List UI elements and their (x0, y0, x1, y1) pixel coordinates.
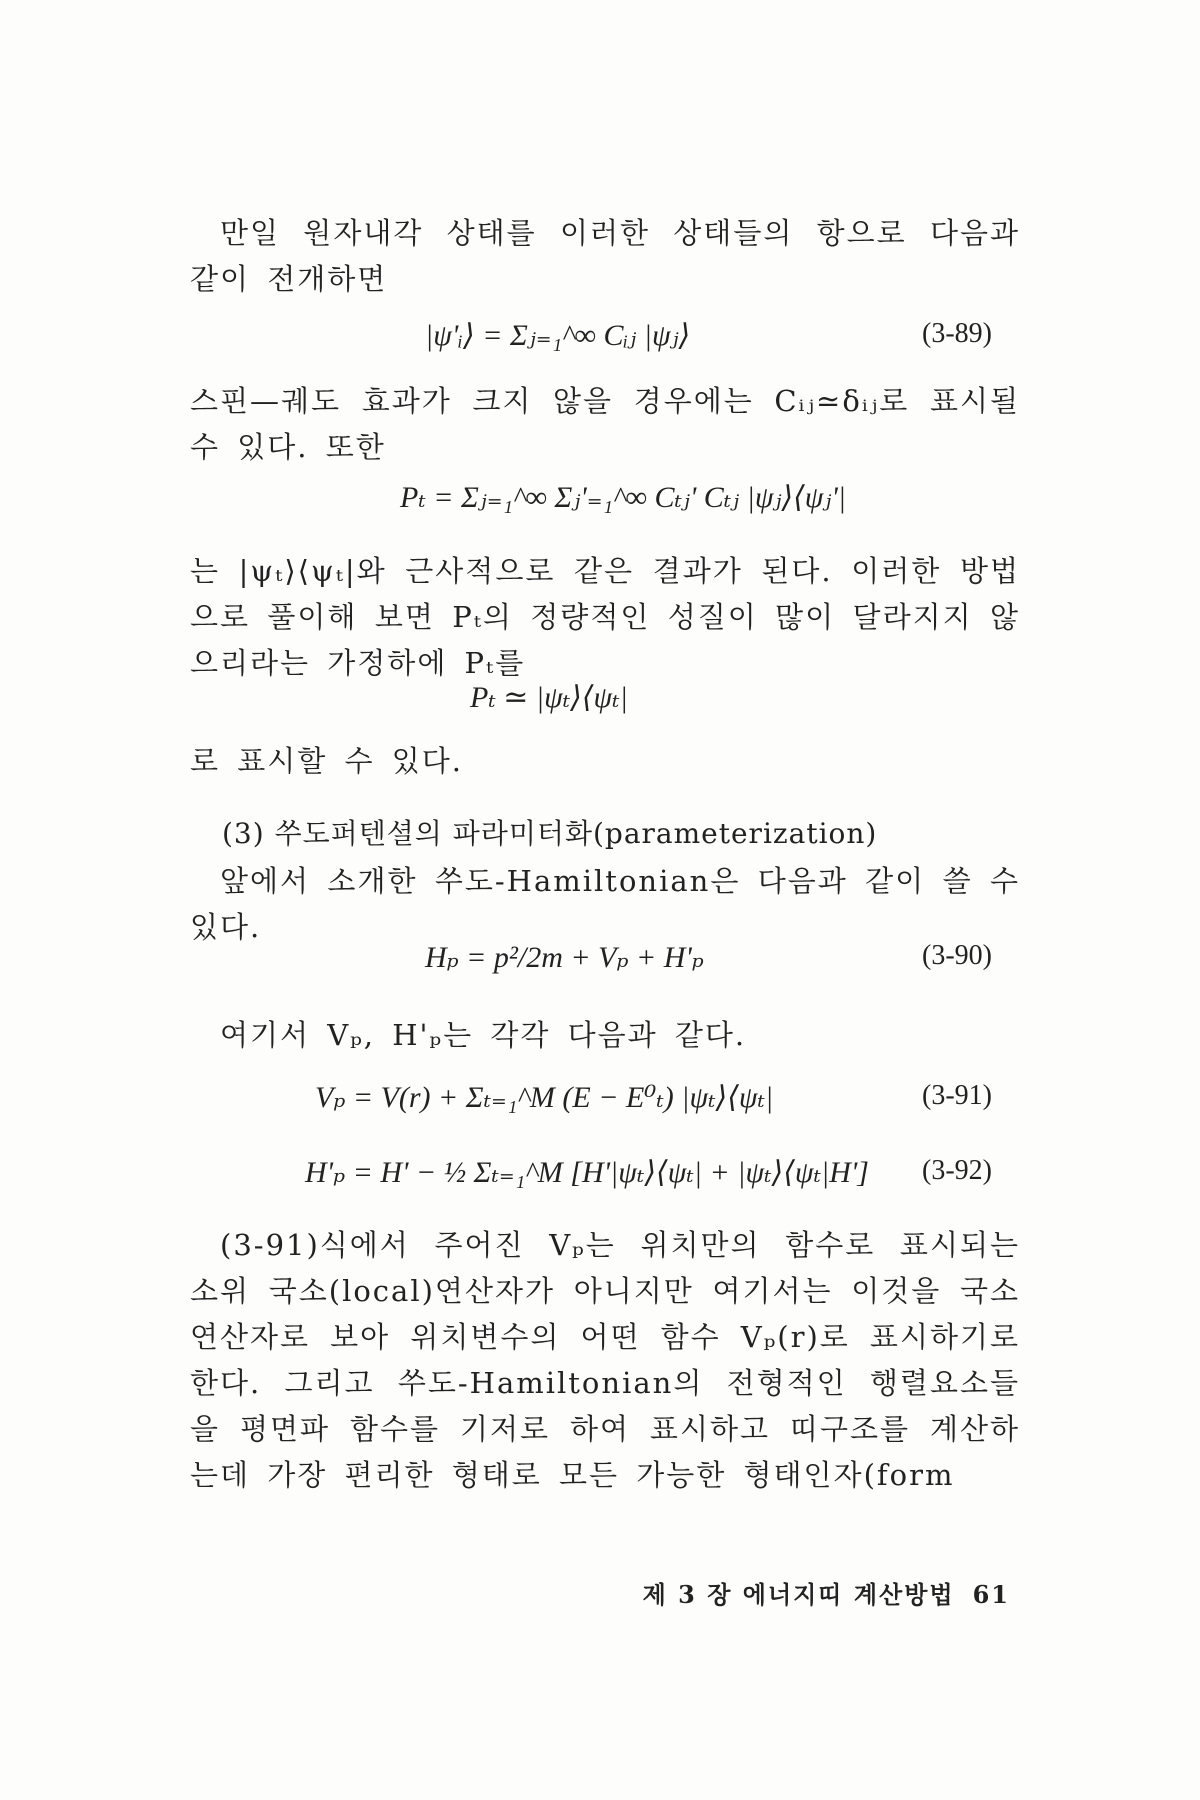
paragraph-pseudo-hamiltonian (190, 858, 1020, 950)
section-heading: (3) 쑤도퍼텐셜의 파라미터화(parameterization) (222, 817, 878, 850)
paragraph-text: 여기서 Vₚ, H'ₚ는 각각 다음과 같다. (220, 1018, 747, 1052)
equation-expression: Pₜ = Σⱼ₌₁^∞ Σⱼ'₌₁^∞ Cₜⱼ' Cₜⱼ |ψⱼ⟩⟨ψⱼ'| (400, 481, 847, 514)
equation-projector-approx (190, 680, 1020, 740)
paragraph-terms (190, 1012, 1020, 1058)
equation-expression: Vₚ = V(r) + Σₜ₌₁^M (E − E⁰ₜ) |ψₜ⟩⟨ψₜ| (315, 1081, 774, 1114)
chapter-title: 제 3 장 에너지띠 계산방법 (642, 1580, 955, 1609)
equation-expression: H'ₚ = H' − ½ Σₜ₌₁^M [H'|ψₜ⟩⟨ψₜ| + |ψₜ⟩⟨ψₜ|H'] (305, 1156, 869, 1189)
equation-expression: Hₚ = p²/2m + Vₚ + H'ₚ (425, 941, 704, 974)
paragraph-text: (3-91)식에서 주어진 Vₚ는 위치만의 함수로 표시되는 소위 국소(local)연산자가 아니지만 여기서는 이것을 국소연산자로 보아 위치변수의 어떤 함수 Vₚ(r)로 표시하기로 한다. 그리고 쑤도-Hamiltonian의 전형적인 행렬요소들을 평면파 함수를 기저로 하여 표시하고 띠구조를 계산하는데 가장 편리한 형태로 모든 가능한 형태인자(form (190, 1228, 1020, 1492)
paragraph-text: 앞에서 소개한 쑤도-Hamiltonian은 다음과 같이 쓸 수 있다. (190, 864, 1020, 944)
equation-number: (3-91) (922, 1080, 992, 1111)
paragraph-text: 는 |ψₜ⟩⟨ψₜ|와 근사적으로 같은 결과가 된다. 이러한 방법으로 풀이해 보면 Pₜ의 정량적인 성질이 많이 달라지지 않으리라는 가정하에 Pₜ를 (190, 554, 1020, 680)
paragraph-approximation (190, 548, 1020, 686)
paragraph-expansion (190, 210, 1020, 302)
page-number: 61 (972, 1580, 1010, 1609)
paragraph-text: 스핀—궤도 효과가 크지 않을 경우에는 Cᵢⱼ≃δᵢⱼ로 표시될 수 있다. 또한 (190, 384, 1020, 464)
equation-3-90 (190, 940, 1020, 1000)
equation-number: (3-92) (922, 1155, 992, 1186)
equation-3-89 (190, 318, 1020, 378)
equation-number: (3-90) (922, 940, 992, 971)
paragraph-text: 로 표시할 수 있다. (190, 744, 463, 778)
equation-expression: Pₜ ≃ |ψₜ⟩⟨ψₜ| (470, 681, 628, 714)
equation-3-91 (190, 1080, 1020, 1140)
equation-3-92 (190, 1155, 1020, 1215)
paragraph-text: 만일 원자내각 상태를 이러한 상태들의 항으로 다음과 같이 전개하면 (190, 216, 1020, 296)
paragraph-spin-orbit (190, 378, 1020, 470)
page-footer (643, 1575, 1010, 1610)
paragraph-representation (190, 738, 1020, 784)
paragraph-local-operator (190, 1222, 1020, 1498)
equation-projector (190, 480, 1020, 540)
equation-expression: |ψ'ᵢ⟩ = Σⱼ₌₁^∞ Cᵢⱼ |ψⱼ⟩ (425, 319, 691, 352)
equation-number: (3-89) (922, 318, 992, 349)
